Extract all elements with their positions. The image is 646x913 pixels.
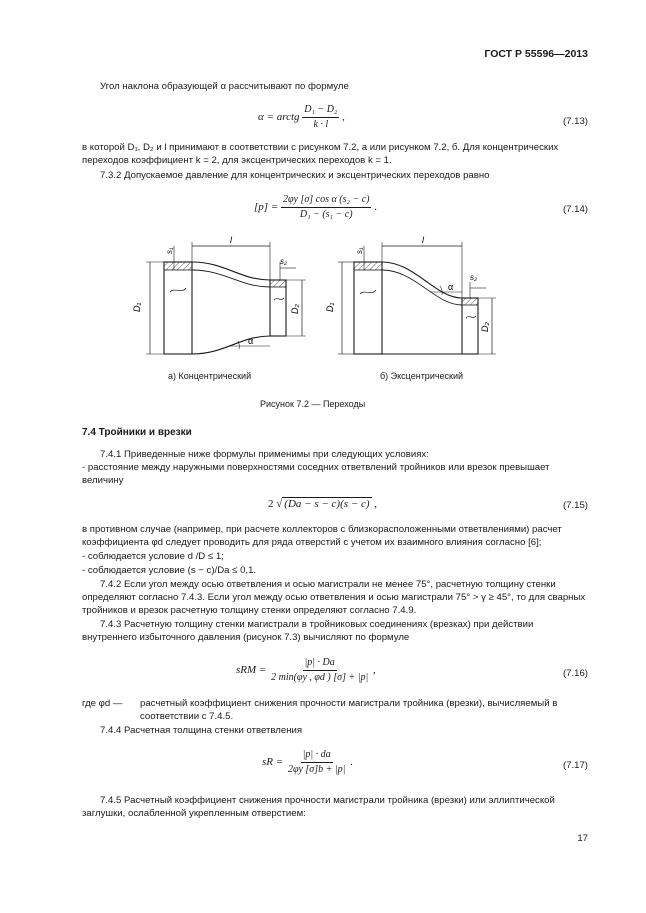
formula-7-13 xyxy=(258,104,345,131)
paragraph: в которой D₁, D₂ и l принимают в соответствии с рисунком 7.2, а или рисунком 7.2, б. Для концентрических переходов коэффициент k = 2, для эксцентрических переходов k = 1. xyxy=(82,142,559,166)
label-l-a: l xyxy=(230,235,232,245)
intro-paragraph: Угол наклона образующей α рассчитывают по формуле xyxy=(100,81,349,92)
formula-fraction xyxy=(302,104,339,131)
figure-caption: Рисунок 7.2 — Переходы xyxy=(260,399,366,409)
formula-denominator: D₁ − (s₁ − c) xyxy=(299,209,353,220)
formula-tail: , xyxy=(342,111,345,124)
where-text: расчетный коэффициент снижения прочности магистрали тройника (врезки), вычисляемый в соответствии с 7.4.5. xyxy=(140,698,558,722)
formula-number: (7.15) xyxy=(562,500,588,511)
paragraph: в противном случае (например, при расчете коллекторов с близкорасположенными ответвлениями) расчет коэффициента φd следует проводить для ряда отверстий с учетом их взаимного влияния согласно [6]; xyxy=(82,524,562,548)
subcaption-concentric: а) Концентрический xyxy=(168,371,252,381)
formula-tail: , xyxy=(372,664,376,677)
label-s1-b: s₁ xyxy=(355,247,364,254)
eccentric-drawing xyxy=(338,242,496,354)
label-alpha-b: α xyxy=(448,282,454,292)
formula-numerator: 2φy [σ] cos α (s₂ − c) xyxy=(281,194,371,208)
paragraph-7-4-4: 7.4.4 Расчетная толщина стенки ответвления xyxy=(100,725,303,736)
page-number: 17 xyxy=(577,833,588,844)
formula-7-17 xyxy=(262,749,353,776)
condition-distance: - расстояние между наружными поверхностями соседних ответвлений тройников или врезок превышает величину xyxy=(82,462,550,486)
label-alpha-a: α xyxy=(248,336,254,346)
label-D1-a: D₁ xyxy=(132,302,142,312)
paragraph-7-4-1: 7.4.1 Приведенные ниже формулы применимы при следующих условиях: xyxy=(100,449,429,460)
formula-7-14 xyxy=(254,194,377,221)
formula-denominator: k · l xyxy=(313,119,329,130)
condition-2: - соблюдается условие (s − c)/Da ≤ 0,1. xyxy=(82,565,257,576)
formula-tail: . xyxy=(350,756,353,769)
formula-radicand: (Da − s − c)(s − c) xyxy=(284,498,370,510)
formula-number: (7.14) xyxy=(562,204,588,215)
formula-numerator: D₁ − D₂ xyxy=(302,104,339,118)
sqrt-sign: √ xyxy=(276,498,283,510)
formula-number: (7.16) xyxy=(562,668,588,679)
where-lead: где φd — xyxy=(82,698,123,709)
label-s2-b: s₂ xyxy=(470,273,478,282)
formula-lhs: sRM = xyxy=(236,664,267,677)
formula-lhs: 2 xyxy=(268,498,274,510)
section-title: 7.4 Тройники и врезки xyxy=(82,427,192,438)
formula-tail: . xyxy=(374,201,377,214)
formula-lhs: α = arctg xyxy=(258,111,300,124)
figure-transitions xyxy=(130,232,510,392)
formula-fraction xyxy=(269,657,370,684)
label-s1-a: s₁ xyxy=(165,247,174,254)
condition-1: - соблюдается условие d /D ≤ 1; xyxy=(82,551,224,562)
formula-number: (7.17) xyxy=(562,760,588,771)
label-D2-b: D₂ xyxy=(480,322,490,332)
label-l-b: l xyxy=(422,235,424,245)
formula-7-16 xyxy=(236,657,376,684)
label-D1-b: D₁ xyxy=(325,302,335,312)
formula-7-15 xyxy=(268,498,377,510)
formula-denominator: 2φy [σ]b + |p| xyxy=(287,764,346,775)
formula-fraction xyxy=(286,749,347,776)
formula-denominator: 2 min(φy , φd ) [σ] + |p| xyxy=(271,672,369,683)
paragraph-7-3-2: 7.3.2 Допускаемое давление для концентрических и эксцентрических переходов равно xyxy=(100,170,490,181)
label-s2-a: s₂ xyxy=(280,257,288,266)
formula-fraction xyxy=(281,194,371,221)
paragraph-7-4-2: 7.4.2 Если угол между осью ответвления и осью магистрали не менее 75°, расчетную толщину стенки определяют согласно 7.4.3. Если угол между осью ответвления и осью магистрали 75° > γ ≥ 45°, то для сварных тройников и врезок расчетную толщину стенки определяют согласно 7.4.9. xyxy=(82,579,586,616)
formula-number: (7.13) xyxy=(562,116,588,127)
formula-numerator: |p| · da xyxy=(301,749,333,763)
formula-numerator: |p| · Da xyxy=(303,657,337,671)
subcaption-eccentric: б) Эксцентрический xyxy=(380,371,464,381)
paragraph-7-4-3: 7.4.3 Расчетную толщину стенки магистрали в тройниковых соединениях (врезках) при действии внутреннего избыточного давления (рисунок 7.3) вычисляют по формуле xyxy=(82,619,534,643)
label-D2-a: D₂ xyxy=(290,304,300,314)
formula-tail: , xyxy=(374,498,377,510)
formula-lhs: [p] = xyxy=(254,201,279,214)
formula-lhs: sR = xyxy=(262,756,284,769)
paragraph-7-4-5: 7.4.5 Расчетный коэффициент снижения прочности магистрали тройника (врезки) или эллиптической заглушки, ослабленной укрепленным отверстием: xyxy=(82,795,555,819)
document-id: ГОСТ Р 55596—2013 xyxy=(484,48,588,60)
